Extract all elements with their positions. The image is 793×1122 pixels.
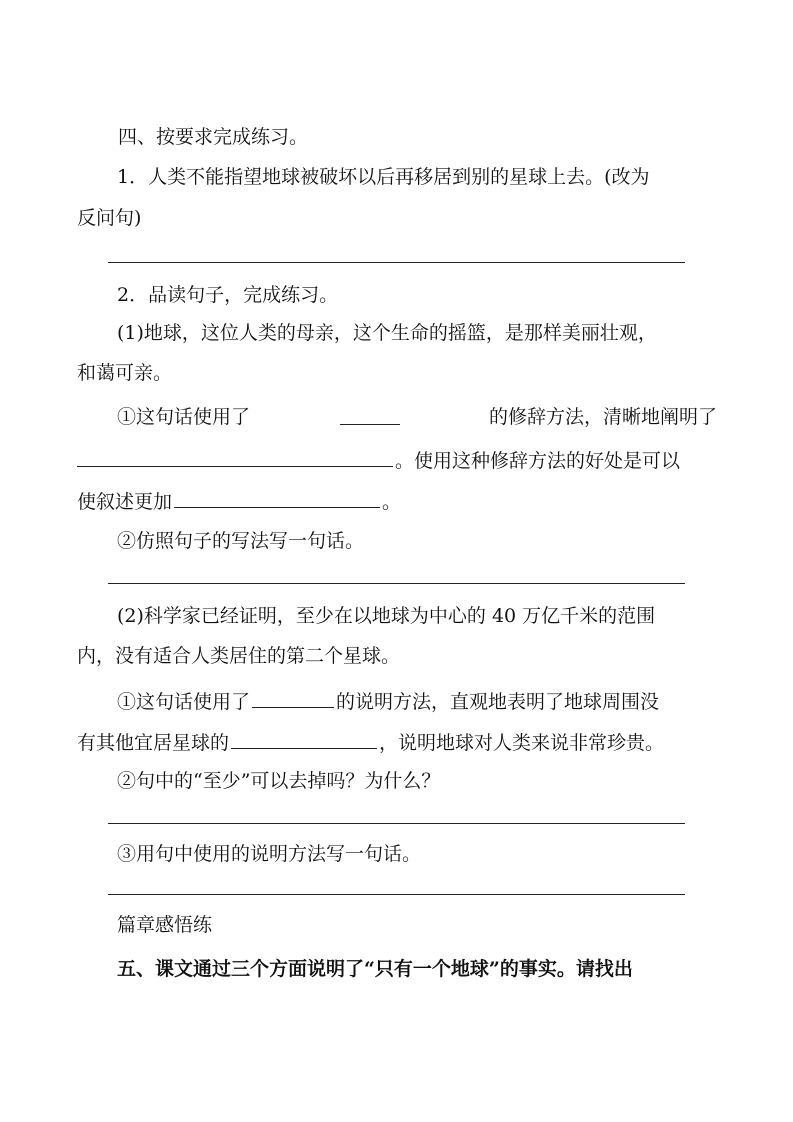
part-1-sub1-seg3: 。使用这种修辞方法的好处是可以 bbox=[395, 450, 681, 472]
part-2-sub1-seg1: ①这句话使用了 bbox=[117, 691, 251, 713]
part-1-sub1-seg5: 。 bbox=[382, 491, 402, 513]
question-1-text: 1．人类不能指望地球被破坏以后再移居到别的星球上去。(改为 bbox=[117, 166, 650, 188]
part-2-sentence: (2)科学家已经证明，至少在以地球为中心的 40 万亿千米的范围 bbox=[117, 605, 656, 627]
part-1-sentence: (1)地球，这位人类的母亲，这个生命的摇篮，是那样美丽壮观， bbox=[117, 322, 657, 344]
part-2-sub1-line bbox=[117, 687, 659, 715]
part-1-sub2: ②仿照句子的写法写一句话。 bbox=[117, 530, 365, 552]
part-1-sentence-cont: 和蔼可亲。 bbox=[77, 362, 173, 384]
part-2-sub1-seg3: 有其他宜居星球的 bbox=[77, 732, 230, 754]
part-1-sub1-line3 bbox=[77, 487, 401, 515]
part-2-sub2: ②句中的“至少”可以去掉吗？为什么？ bbox=[117, 770, 441, 792]
part-2-sub1-seg4: ，说明地球对人类来说非常珍贵。 bbox=[379, 732, 665, 754]
blank-rhetoric-device[interactable] bbox=[340, 404, 400, 425]
part-2-sub3: ③用句中使用的说明方法写一句话。 bbox=[117, 843, 422, 865]
blank-habitable-planets[interactable] bbox=[231, 728, 377, 749]
blank-explanation-method[interactable] bbox=[252, 687, 334, 708]
blank-clarified-content[interactable] bbox=[77, 446, 393, 467]
part-1-sub1-line2 bbox=[77, 446, 680, 474]
part-2-sentence-cont: 内，没有适合人类居住的第二个星球。 bbox=[77, 645, 401, 667]
answer-line-part2-sub3[interactable] bbox=[108, 894, 685, 895]
question-1-text-cont: 反问句) bbox=[77, 207, 142, 229]
part-2-sub1-line2 bbox=[77, 728, 664, 756]
part-1-sub1-line bbox=[117, 404, 717, 430]
answer-line-part1-sub2[interactable] bbox=[108, 583, 685, 584]
section-5-text: 五、课文通过三个方面说明了“只有一个地球”的事实。请找出 bbox=[117, 958, 633, 980]
section-4-heading: 四、按要求完成练习。 bbox=[118, 126, 309, 148]
blank-narration-effect[interactable] bbox=[174, 487, 380, 508]
answer-line-part2-sub2[interactable] bbox=[108, 823, 685, 824]
part-2-sub1-seg2: 的说明方法，直观地表明了地球周围没 bbox=[336, 691, 660, 713]
chapter-section-title: 篇章感悟练 bbox=[117, 914, 213, 936]
part-1-sub1-seg2: 的修辞方法，清晰地阐明了 bbox=[488, 406, 717, 428]
part-1-sub1-seg1: ①这句话使用了 bbox=[117, 406, 251, 428]
answer-line-q1[interactable] bbox=[108, 262, 685, 263]
question-2-intro: 2．品读句子，完成练习。 bbox=[117, 284, 339, 306]
part-1-sub1-seg4: 使叙述更加 bbox=[77, 491, 173, 513]
